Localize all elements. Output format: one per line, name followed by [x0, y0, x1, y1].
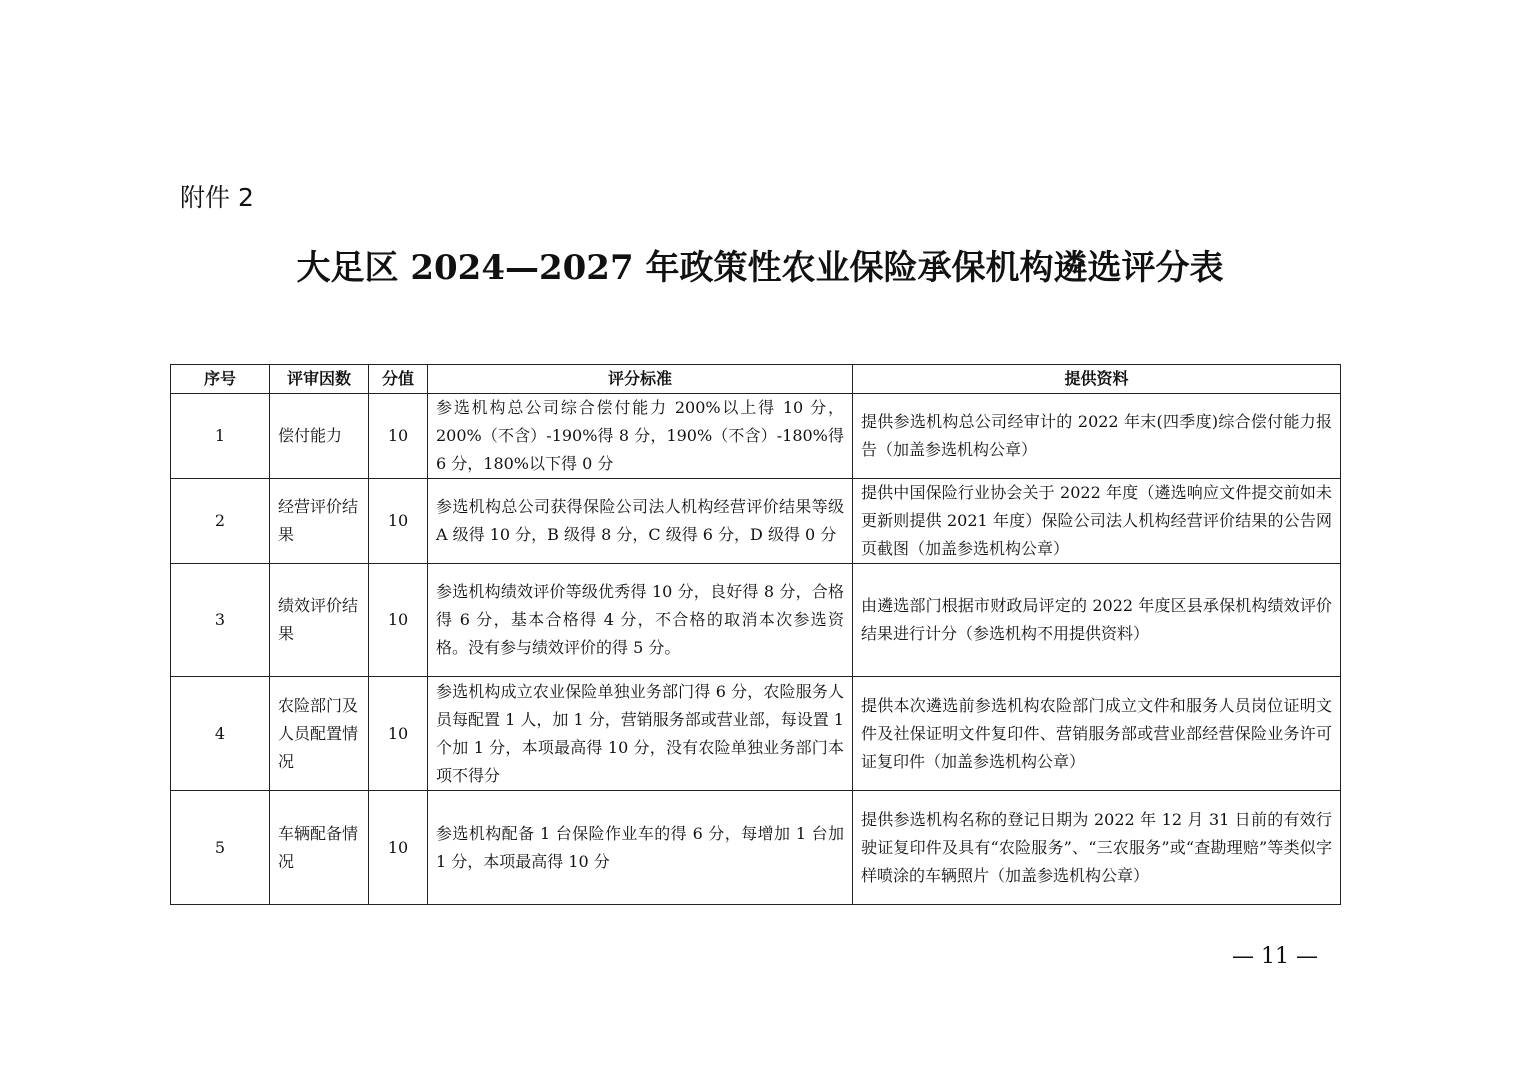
row-no: 4 — [171, 677, 270, 791]
header-materials: 提供资料 — [853, 365, 1341, 394]
row-score: 10 — [369, 677, 428, 791]
row-no: 5 — [171, 791, 270, 905]
header-criteria: 评分标准 — [428, 365, 853, 394]
row-no: 3 — [171, 564, 270, 677]
row-criteria: 参选机构成立农业保险单独业务部门得 6 分，农险服务人员每配置 1 人，加 1 分，营销服务部或营业部，每设置 1 个加 1 分，本项最高得 10 分，没有农险单独业务部门本项不得分 — [428, 677, 853, 791]
row-score: 10 — [369, 479, 428, 564]
table-row — [171, 394, 1341, 479]
table-header-row — [171, 365, 1341, 394]
page-number: — 11 — — [1232, 944, 1318, 969]
row-materials: 提供参选机构名称的登记日期为 2022 年 12 月 31 日前的有效行驶证复印件及具有“农险服务”、“三农服务”或“查勘理赔”等类似字样喷涂的车辆照片（加盖参选机构公章） — [853, 791, 1341, 905]
row-factor: 经营评价结果 — [270, 479, 369, 564]
scoring-table — [170, 364, 1341, 905]
row-score: 10 — [369, 394, 428, 479]
row-criteria: 参选机构绩效评价等级优秀得 10 分，良好得 8 分，合格得 6 分，基本合格得 4 分，不合格的取消本次参选资格。没有参与绩效评价的得 5 分。 — [428, 564, 853, 677]
table-row — [171, 677, 1341, 791]
row-materials: 提供本次遴选前参选机构农险部门成立文件和服务人员岗位证明文件及社保证明文件复印件、营销服务部或营业部经营保险业务许可证复印件（加盖参选机构公章） — [853, 677, 1341, 791]
row-materials: 提供中国保险行业协会关于 2022 年度（遴选响应文件提交前如未更新则提供 2021 年度）保险公司法人机构经营评价结果的公告网页截图（加盖参选机构公章） — [853, 479, 1341, 564]
header-factor: 评审因数 — [270, 365, 369, 394]
row-materials: 由遴选部门根据市财政局评定的 2022 年度区县承保机构绩效评价结果进行计分（参选机构不用提供资料） — [853, 564, 1341, 677]
row-score: 10 — [369, 564, 428, 677]
row-criteria: 参选机构配备 1 台保险作业车的得 6 分，每增加 1 台加 1 分，本项最高得 10 分 — [428, 791, 853, 905]
table-row — [171, 564, 1341, 677]
attachment-label: 附件 2 — [180, 183, 254, 212]
row-score: 10 — [369, 791, 428, 905]
row-criteria: 参选机构总公司综合偿付能力 200%以上得 10 分，200%（不含）-190%得 8 分，190%（不含）-180%得 6 分，180%以下得 0 分 — [428, 394, 853, 479]
header-score: 分值 — [369, 365, 428, 394]
row-materials: 提供参选机构总公司经审计的 2022 年末(四季度)综合偿付能力报告（加盖参选机构公章） — [853, 394, 1341, 479]
row-factor: 农险部门及人员配置情况 — [270, 677, 369, 791]
document-title: 大足区 2024—2027 年政策性农业保险承保机构遴选评分表 — [296, 248, 1224, 288]
row-factor: 车辆配备情况 — [270, 791, 369, 905]
table-row — [171, 791, 1341, 905]
row-factor: 绩效评价结果 — [270, 564, 369, 677]
table-row — [171, 479, 1341, 564]
row-no: 1 — [171, 394, 270, 479]
row-factor: 偿付能力 — [270, 394, 369, 479]
row-criteria: 参选机构总公司获得保险公司法人机构经营评价结果等级 A 级得 10 分，B 级得 8 分，C 级得 6 分，D 级得 0 分 — [428, 479, 853, 564]
row-no: 2 — [171, 479, 270, 564]
header-no: 序号 — [171, 365, 270, 394]
